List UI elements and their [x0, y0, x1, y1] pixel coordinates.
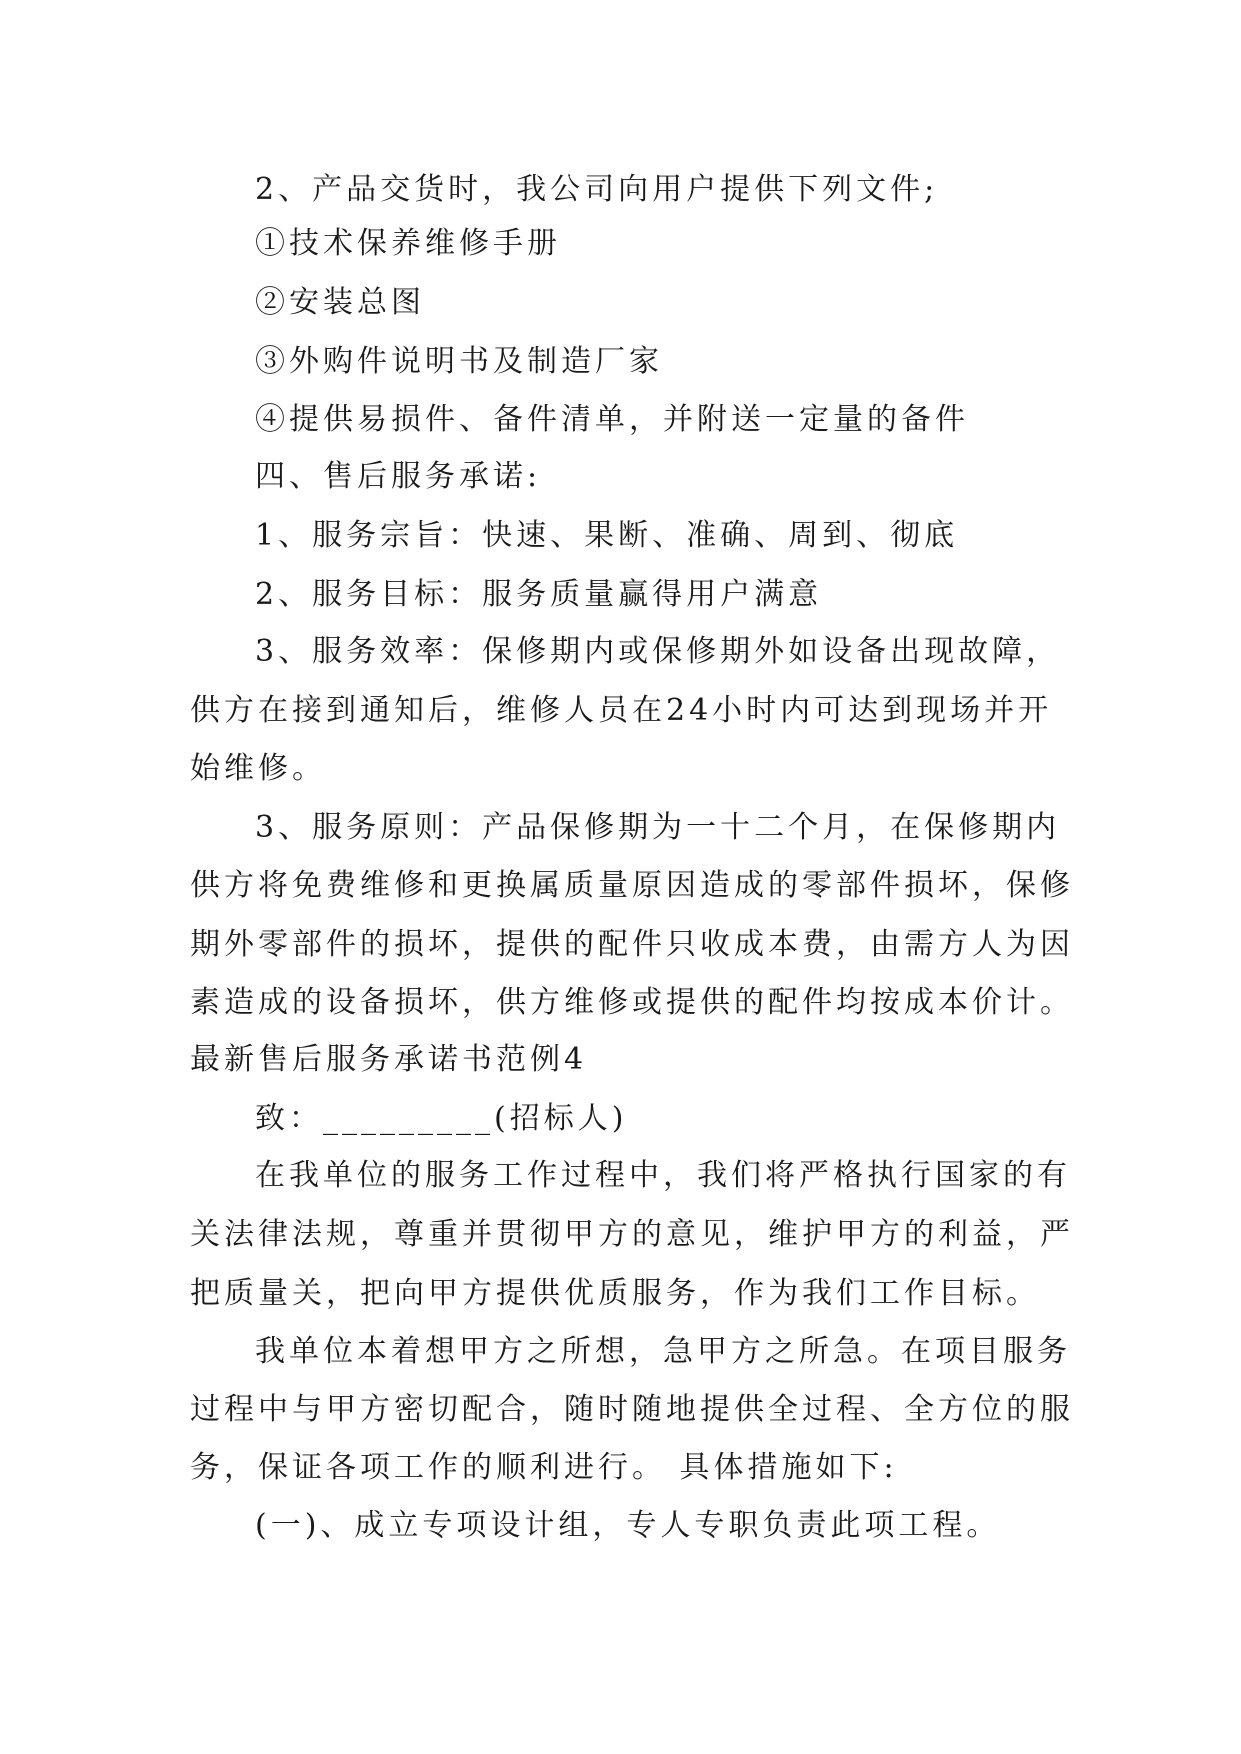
text-line: 2、服务目标：服务质量赢得用户满意	[255, 577, 823, 612]
text-line: 在我单位的服务工作过程中，我们将严格执行国家的有	[255, 1158, 1071, 1193]
section-heading: 四、售后服务承诺:	[255, 459, 542, 494]
text-line: 务，保证各项工作的顺利进行。 具体措施如下:	[190, 1450, 898, 1485]
text-line: 1、服务宗旨：快速、果断、准确、周到、彻底	[255, 518, 959, 553]
text-line: 我单位本着想甲方之所想，急甲方之所急。在项目服务	[255, 1334, 1071, 1369]
text-line: 供方在接到通知后，维修人员在24小时内可达到现场并开	[190, 693, 1053, 728]
text-line: ②安装总图	[255, 285, 425, 320]
text-line: (一)、成立专项设计组，专人专职负责此项工程。	[255, 1508, 1001, 1543]
text-line: ①技术保养维修手册	[255, 226, 561, 261]
text-line: 把质量关，把向甲方提供优质服务，作为我们工作目标。	[190, 1276, 1040, 1311]
text-line: 过程中与甲方密切配合，随时随地提供全过程、全方位的服	[190, 1392, 1074, 1427]
addressee-line: 致：_________(招标人)	[255, 1101, 628, 1136]
text-line: 3、服务原则：产品保修期为一十二个月，在保修期内	[255, 810, 1061, 845]
text-line: 2、产品交货时，我公司向用户提供下列文件;	[255, 172, 939, 207]
text-line: 关法律法规，尊重并贯彻甲方的意见，维护甲方的利益，严	[190, 1217, 1074, 1252]
text-line: 素造成的设备损坏，供方维修或提供的配件均按成本价计。	[190, 985, 1074, 1020]
text-line: 始维修。	[190, 751, 326, 786]
text-line: 供方将免费维修和更换属质量原因造成的零部件损坏，保修	[190, 868, 1074, 903]
document-title: 最新售后服务承诺书范例4	[190, 1042, 588, 1077]
text-line: ④提供易损件、备件清单，并附送一定量的备件	[255, 402, 969, 437]
text-line: ③外购件说明书及制造厂家	[255, 344, 663, 379]
text-line: 期外零部件的损坏，提供的配件只收成本费，由需方人为因	[190, 927, 1074, 962]
text-line: 3、服务效率：保修期内或保修期外如设备出现故障，	[255, 634, 1061, 669]
